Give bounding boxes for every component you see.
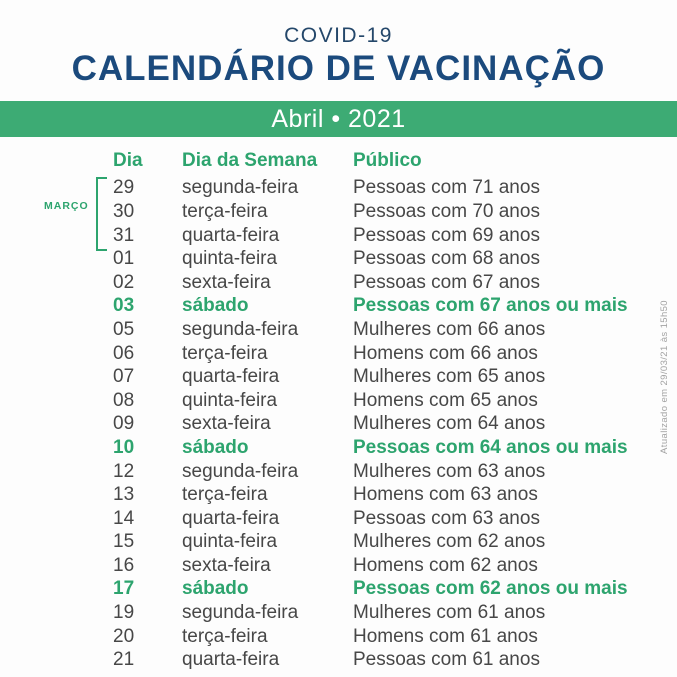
col-header-dia: Dia — [113, 149, 143, 171]
row-publico: Mulheres com 66 anos — [353, 318, 546, 340]
row-weekday: quinta-feira — [182, 531, 278, 553]
row-publico: Homens com 65 anos — [353, 389, 538, 411]
row-weekday: sexta-feira — [182, 413, 271, 435]
row-publico: Homens com 66 anos — [353, 342, 538, 364]
row-publico: Mulheres com 63 anos — [353, 460, 546, 482]
row-weekday: sábado — [182, 295, 249, 317]
row-day: 03 — [113, 295, 135, 317]
row-weekday: segunda-feira — [182, 318, 299, 340]
row-day: 12 — [113, 460, 135, 482]
row-publico: Pessoas com 68 anos — [353, 248, 540, 270]
row-publico: Pessoas com 63 anos — [353, 507, 540, 529]
row-day: 16 — [113, 554, 135, 576]
row-publico: Pessoas com 64 anos ou mais — [353, 436, 628, 458]
table-row — [0, 389, 677, 413]
row-day: 07 — [113, 366, 135, 388]
row-day: 13 — [113, 484, 135, 506]
table-row — [0, 413, 677, 437]
row-publico: Homens com 61 anos — [353, 625, 538, 647]
row-weekday: segunda-feira — [182, 177, 299, 199]
table-row — [0, 625, 677, 649]
row-publico: Mulheres com 64 anos — [353, 413, 546, 435]
row-weekday: quarta-feira — [182, 649, 280, 671]
covid19-label: COVID-19 — [284, 24, 393, 47]
table-row — [0, 271, 677, 295]
row-publico: Pessoas com 67 anos — [353, 271, 540, 293]
row-day: 29 — [113, 177, 135, 199]
row-day: 02 — [113, 271, 135, 293]
row-day: 06 — [113, 342, 135, 364]
row-weekday: quinta-feira — [182, 389, 278, 411]
row-publico: Mulheres com 62 anos — [353, 531, 546, 553]
table-row — [0, 342, 677, 366]
table-row — [0, 483, 677, 507]
row-weekday: quarta-feira — [182, 224, 280, 246]
row-weekday: sábado — [182, 436, 249, 458]
row-publico: Homens com 63 anos — [353, 484, 538, 506]
page-title: CALENDÁRIO DE VACINAÇÃO — [71, 49, 606, 88]
row-day: 30 — [113, 200, 135, 222]
row-weekday: terça-feira — [182, 200, 268, 222]
row-weekday: segunda-feira — [182, 460, 299, 482]
march-label: MARÇO — [44, 200, 89, 212]
row-day: 10 — [113, 436, 135, 458]
col-header-publico: Público — [353, 149, 422, 171]
table-row — [0, 601, 677, 625]
row-publico: Pessoas com 70 anos — [353, 200, 540, 222]
table-header-row — [0, 149, 677, 173]
table-row — [0, 318, 677, 342]
table-row — [0, 554, 677, 578]
row-weekday: quarta-feira — [182, 366, 280, 388]
row-day: 15 — [113, 531, 135, 553]
row-publico: Homens com 62 anos — [353, 554, 538, 576]
table-row — [0, 436, 677, 460]
row-day: 05 — [113, 318, 135, 340]
row-publico: Pessoas com 62 anos ou mais — [353, 578, 628, 600]
row-publico: Pessoas com 69 anos — [353, 224, 540, 246]
row-publico: Mulheres com 65 anos — [353, 366, 546, 388]
row-publico: Pessoas com 71 anos — [353, 177, 540, 199]
row-publico: Pessoas com 61 anos — [353, 649, 540, 671]
updated-at-note: Atualizado em 29/03/21 às 15h50 — [659, 300, 670, 454]
col-header-dia-da-semana: Dia da Semana — [182, 149, 318, 171]
table-row — [0, 295, 677, 319]
row-day: 20 — [113, 625, 135, 647]
row-day: 01 — [113, 248, 135, 270]
row-day: 09 — [113, 413, 135, 435]
row-day: 08 — [113, 389, 135, 411]
row-weekday: sexta-feira — [182, 554, 271, 576]
march-bracket — [96, 177, 107, 251]
month-banner-label: Abril • 2021 — [271, 104, 406, 133]
row-day: 21 — [113, 649, 135, 671]
row-weekday: sábado — [182, 578, 249, 600]
row-publico: Pessoas com 67 anos ou mais — [353, 295, 628, 317]
row-weekday: segunda-feira — [182, 602, 299, 624]
row-day: 17 — [113, 578, 135, 600]
table-row — [0, 365, 677, 389]
row-weekday: terça-feira — [182, 625, 268, 647]
row-weekday: terça-feira — [182, 342, 268, 364]
row-day: 14 — [113, 507, 135, 529]
row-weekday: terça-feira — [182, 484, 268, 506]
row-day: 31 — [113, 224, 135, 246]
row-publico: Mulheres com 61 anos — [353, 602, 546, 624]
row-day: 19 — [113, 602, 135, 624]
row-weekday: quinta-feira — [182, 248, 278, 270]
row-weekday: sexta-feira — [182, 271, 271, 293]
row-weekday: quarta-feira — [182, 507, 280, 529]
table-row — [0, 648, 677, 672]
table-row — [0, 507, 677, 531]
table-row — [0, 531, 677, 555]
month-banner — [0, 101, 677, 137]
table-row — [0, 460, 677, 484]
table-row — [0, 578, 677, 602]
